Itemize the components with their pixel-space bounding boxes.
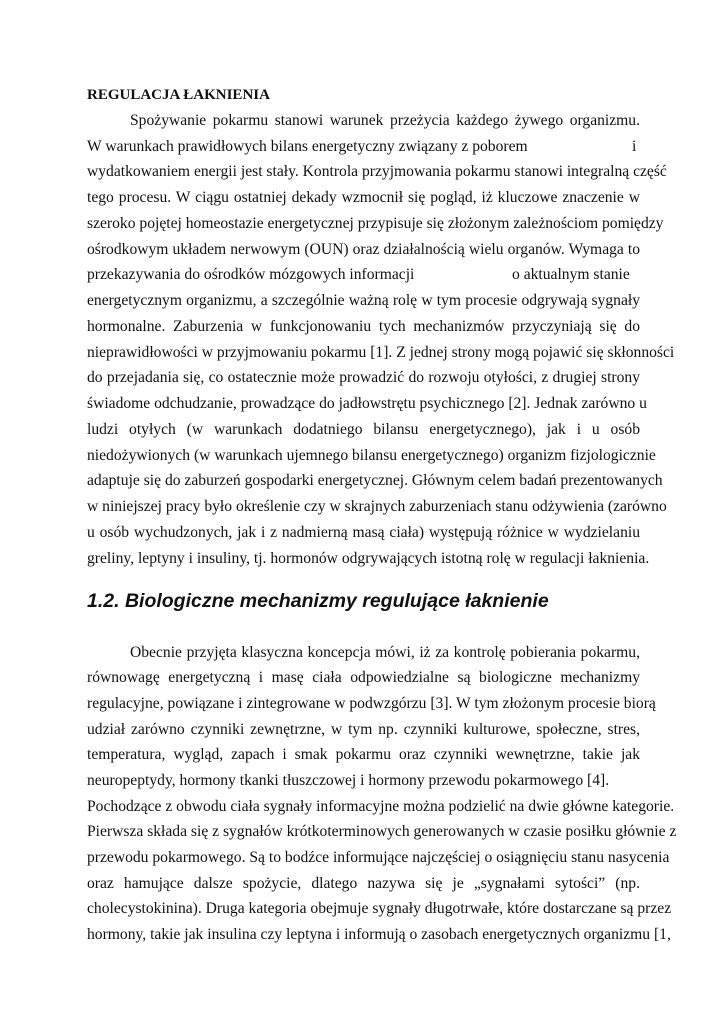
paragraph-line: hormonalne. Zaburzenia w funkcjonowaniu tych mechanizmów przyczyniają się do — [87, 318, 640, 335]
paragraph-line: do przejadania się, co ostatecznie może prowadzić do rozwoju otyłości, z drugiej strony — [87, 369, 640, 386]
paragraph-line: niedożywionych (w warunkach ujemnego bilansu energetycznego) organizm fizjologicznie — [87, 447, 656, 464]
paragraph-line: hormony, takie jak insulina czy leptyna i informują o zasobach energetycznych organizmu [1, — [87, 926, 671, 943]
page-heading: REGULACJA ŁAKNIENIA — [87, 87, 270, 103]
paragraph-line: Pierwsza składa się z sygnałów krótkoterminowych generowanych w czasie posiłku głównie z — [87, 823, 677, 840]
paragraph-line: ośrodkowym układem nerwowym (OUN) oraz działalnością wielu organów. Wymaga to — [87, 241, 640, 258]
paragraph-line: regulacyjne, powiązane i zintegrowane w podwzgórzu [3]. W tym złożonym procesie biorą — [87, 695, 656, 712]
paragraph-line: udział zarówno czynniki zewnętrzne, w tym np. czynniki kulturowe, społeczne, stres, — [87, 721, 640, 738]
paragraph-line: Obecnie przyjęta klasyczna koncepcja mówi, iż za kontrolę pobierania pokarmu, — [130, 644, 640, 661]
paragraph-line: tego procesu. W ciągu ostatniej dekady wzmocnił się pogląd, iż kluczowe znaczenie w — [87, 189, 640, 206]
paragraph-line-part: przekazywania do ośrodków mózgowych informacji — [87, 266, 415, 283]
paragraph-line: w niniejszej pracy było określenie czy w skrajnych zaburzeniach stanu odżywienia (zarówno — [87, 498, 667, 515]
paragraph-line-part: i — [632, 138, 637, 155]
paragraph-line: świadome odchudzanie, prowadzące do jadłowstrętu psychicznego [2]. Jednak zarówno u — [87, 395, 647, 412]
paragraph-line: Spożywanie pokarmu stanowi warunek przeżycia każdego żywego organizmu. — [130, 112, 640, 129]
paragraph-line: ludzi otyłych (w warunkach dodatniego bilansu energetycznego), jak i u osób — [87, 421, 640, 438]
paragraph-line: neuropeptydy, hormony tkanki tłuszczowej i hormony przewodu pokarmowego [4]. — [87, 772, 610, 789]
paragraph-line-part: o aktualnym stanie — [512, 266, 630, 283]
paragraph-line: oraz hamujące dalsze spożycie, dlatego nazywa się je „sygnałami sytości” (np. — [87, 875, 640, 892]
paragraph-line: Pochodzące z obwodu ciała sygnały informacyjne można podzielić na dwie główne kategorie. — [87, 798, 675, 815]
paragraph-line: szeroko pojętej homeostazie energetycznej przypisuje się złożonym zależnościom pomiędzy — [87, 215, 664, 232]
paragraph-line-part: W warunkach prawidłowych bilans energetyczny związany z poborem — [87, 138, 528, 155]
paragraph-line — [87, 266, 640, 284]
paragraph-line: równowagę energetyczną i masę ciała odpowiedzialne są biologiczne mechanizmy — [87, 669, 640, 686]
paragraph-line: nieprawidłowości w przyjmowaniu pokarmu [1]. Z jednej strony mogą pojawić się skłonności — [87, 344, 675, 361]
paragraph-line: u osób wychudzonych, jak i z nadmierną masą ciała) występują różnice w wydzielaniu — [87, 524, 640, 541]
paragraph-line: energetycznym organizmu, a szczególnie ważną rolę w tym procesie odgrywają sygnały — [87, 292, 640, 309]
paragraph-line: cholecystokinina). Druga kategoria obejmuje sygnały długotrwałe, które dostarczane są przez — [87, 900, 672, 917]
paragraph-line: adaptuje się do zaburzeń gospodarki energetycznej. Głównym celem badań prezentowanych — [87, 472, 663, 489]
paragraph-line: temperatura, wygląd, zapach i smak pokarmu oraz czynniki wewnętrzne, takie jak — [87, 746, 640, 763]
paragraph-line: przewodu pokarmowego. Są to bodźce informujące najczęściej o osiągnięciu stanu nasycenia — [87, 849, 670, 866]
section-title: 1.2. Biologiczne mechanizmy regulujące łaknienie — [87, 590, 549, 612]
paragraph-line: wydatkowaniem energii jest stały. Kontrola przyjmowania pokarmu stanowi integralną część — [87, 163, 667, 180]
paragraph-line — [87, 138, 640, 156]
paragraph-line: greliny, leptyny i insuliny, tj. hormonów odgrywających istotną rolę w regulacji łaknienia. — [87, 550, 650, 567]
